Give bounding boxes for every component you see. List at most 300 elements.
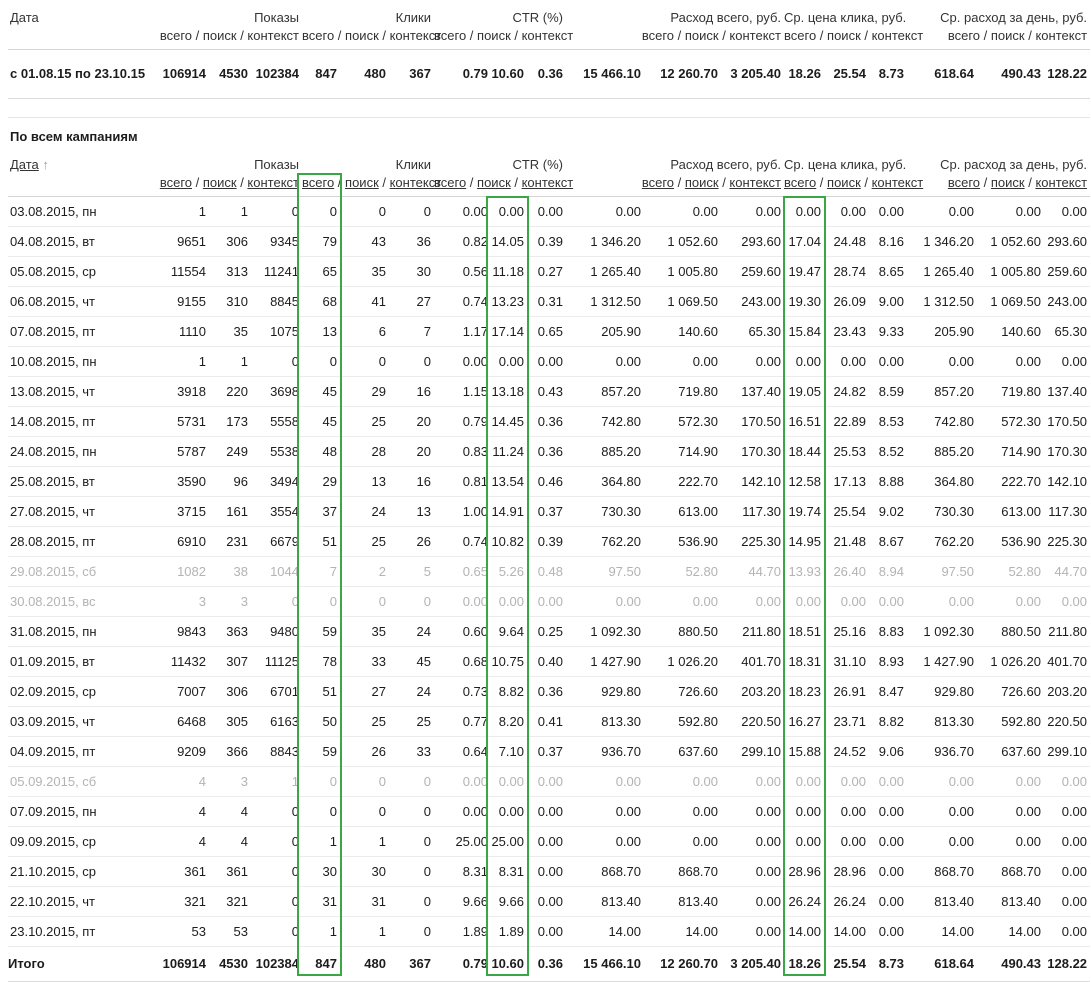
value-cell — [1044, 557, 1090, 587]
value-cell — [209, 257, 251, 287]
cell-value: 536.90 — [678, 534, 718, 549]
value-cell — [251, 317, 302, 347]
cell-value: 0.37 — [537, 744, 563, 759]
cell-value: 161 — [226, 504, 248, 519]
value-cell — [977, 887, 1044, 917]
value-cell — [869, 197, 907, 227]
cell-value: 618.64 — [934, 66, 974, 81]
column-subheaders: всего / поиск / контекст — [159, 28, 299, 43]
value-cell — [340, 677, 389, 707]
cell-value: 0.00 — [462, 804, 488, 819]
value-cell — [491, 887, 527, 917]
cell-value: 0.00 — [1061, 774, 1088, 789]
subcolumn-sort-link[interactable]: поиск — [345, 175, 379, 190]
cell-value: 27 — [371, 684, 386, 699]
value-cell — [527, 947, 566, 982]
value-cell — [721, 317, 784, 347]
cell-value: 306 — [226, 234, 248, 249]
value-cell — [824, 917, 869, 947]
cell-value: 211.80 — [1048, 624, 1088, 639]
cell-value: 24 — [416, 684, 431, 699]
row-date: 09.09.2015, ср — [10, 834, 97, 849]
value-cell — [566, 587, 644, 617]
subcolumn-sort-link[interactable]: поиск — [827, 175, 861, 190]
value-cell — [340, 587, 389, 617]
value-cell — [209, 317, 251, 347]
cell-value: 25.54 — [833, 504, 866, 519]
column-group-header — [434, 9, 574, 50]
row-date: 13.08.2015, чт — [10, 384, 96, 399]
cell-value: 1082 — [177, 564, 206, 579]
cell-value: 0.00 — [1061, 354, 1088, 369]
cell-value: 0 — [378, 804, 386, 819]
cell-value: 9209 — [177, 744, 206, 759]
cell-value: 3590 — [177, 474, 206, 489]
cell-value: 1.89 — [462, 924, 488, 939]
cell-value: 12 260.70 — [660, 956, 718, 971]
subcolumn-sort-link[interactable]: поиск — [477, 175, 511, 190]
value-cell — [152, 917, 209, 947]
value-cell — [869, 437, 907, 467]
value-cell — [907, 617, 977, 647]
value-cell — [566, 497, 644, 527]
cell-value: 0 — [423, 924, 431, 939]
value-cell — [869, 557, 907, 587]
subcolumn-sort-link[interactable]: контекст — [871, 175, 924, 190]
subcolumn-sort-link[interactable]: всего — [302, 175, 335, 190]
cell-value: 259.60 — [741, 264, 781, 279]
cell-value: 0.00 — [1015, 204, 1041, 219]
cell-value: 1 346.20 — [590, 234, 641, 249]
cell-value: 22.89 — [833, 414, 866, 429]
value-cell — [491, 707, 527, 737]
cell-value: 0.00 — [1015, 594, 1041, 609]
cell-value: 14.05 — [491, 234, 524, 249]
cell-value: 1075 — [270, 324, 299, 339]
value-cell — [340, 557, 389, 587]
value-cell — [251, 647, 302, 677]
value-cell — [251, 50, 302, 99]
cell-value: 0.36 — [537, 66, 563, 81]
cell-value: 4 — [198, 774, 206, 789]
cell-value: 29 — [322, 474, 337, 489]
value-cell — [644, 557, 721, 587]
value-cell — [566, 257, 644, 287]
cell-value: 0 — [291, 894, 299, 909]
value-cell — [824, 797, 869, 827]
value-cell — [977, 737, 1044, 767]
subcolumn-label: контекст — [1035, 28, 1088, 43]
value-cell — [869, 887, 907, 917]
cell-value: 1.15 — [462, 384, 488, 399]
cell-value: 26.24 — [833, 894, 866, 909]
value-cell — [824, 497, 869, 527]
value-cell — [302, 677, 340, 707]
value-cell — [527, 377, 566, 407]
row-date: 10.08.2015, пн — [10, 354, 97, 369]
cell-value: 592.80 — [1001, 714, 1041, 729]
value-cell — [907, 377, 977, 407]
cell-value: 38 — [233, 564, 248, 579]
cell-value: 0.36 — [537, 684, 563, 699]
cell-value: 592.80 — [678, 714, 718, 729]
value-cell — [977, 50, 1044, 99]
cell-value: 35 — [371, 264, 386, 279]
cell-value: 3 205.40 — [730, 956, 781, 971]
cell-value: 0 — [291, 354, 299, 369]
cell-value: 1 346.20 — [923, 234, 974, 249]
cell-value: 0.00 — [1015, 774, 1041, 789]
value-cell — [251, 947, 302, 982]
cell-value: 0.82 — [462, 234, 488, 249]
row-date: 24.08.2015, пн — [10, 444, 97, 459]
value-cell — [784, 617, 824, 647]
cell-value: 9.66 — [462, 894, 488, 909]
cell-value: 813.30 — [934, 714, 974, 729]
subcolumn-sort-link[interactable]: всего — [947, 175, 981, 190]
value-cell — [644, 467, 721, 497]
value-cell — [824, 50, 869, 99]
cell-value: 0 — [291, 204, 299, 219]
value-cell — [340, 377, 389, 407]
cell-value: 5558 — [270, 414, 299, 429]
cell-value: 48 — [322, 444, 337, 459]
value-cell — [1044, 617, 1090, 647]
column-group-header — [302, 9, 442, 50]
table-row — [8, 347, 1090, 377]
cell-value: 27 — [416, 294, 431, 309]
cell-value: 30 — [416, 264, 431, 279]
cell-value: 222.70 — [678, 474, 718, 489]
cell-value: 0.00 — [878, 594, 904, 609]
table-row — [8, 287, 1090, 317]
value-cell — [784, 887, 824, 917]
cell-value: 0.00 — [462, 594, 488, 609]
cell-value: 33 — [416, 744, 431, 759]
value-cell — [907, 527, 977, 557]
row-date: 22.10.2015, чт — [10, 894, 96, 909]
subcolumn-sort-link[interactable]: контекст — [1035, 175, 1088, 190]
value-cell — [302, 917, 340, 947]
totals-row — [8, 947, 1090, 982]
date-range-label: с 01.08.15 по 23.10.15 — [10, 66, 146, 81]
cell-value: 0.00 — [878, 204, 904, 219]
value-cell — [869, 737, 907, 767]
subcolumn-sort-link[interactable]: всего — [784, 175, 817, 190]
row-date: 07.09.2015, пн — [10, 804, 97, 819]
value-cell — [644, 587, 721, 617]
cell-value: 0.79 — [462, 414, 488, 429]
cell-value: 30 — [371, 864, 386, 879]
cell-value: 13.93 — [788, 564, 821, 579]
cell-value: 28.74 — [833, 264, 866, 279]
cell-value: 25.53 — [833, 444, 866, 459]
value-cell — [644, 257, 721, 287]
cell-value: 43 — [371, 234, 386, 249]
cell-value: 1 312.50 — [590, 294, 641, 309]
subcolumn-sort-link[interactable]: всего — [159, 175, 193, 190]
value-cell — [907, 767, 977, 797]
subcolumn-sort-link[interactable]: контекст — [521, 175, 574, 190]
cell-value: 4530 — [219, 956, 248, 971]
subcolumn-sort-link[interactable]: поиск — [202, 175, 237, 190]
row-date: 27.08.2015, чт — [10, 504, 96, 519]
value-cell — [977, 827, 1044, 857]
value-cell — [527, 497, 566, 527]
value-cell — [566, 437, 644, 467]
subcolumn-label: контекст — [389, 28, 442, 43]
cell-value: 0.60 — [462, 624, 488, 639]
value-cell — [721, 737, 784, 767]
cell-value: 9651 — [177, 234, 206, 249]
cell-value: 0 — [291, 924, 299, 939]
cell-value: 18.31 — [788, 654, 821, 669]
subcolumn-sort-link[interactable]: всего — [641, 175, 675, 190]
value-cell — [566, 677, 644, 707]
cell-value: 3 205.40 — [730, 66, 781, 81]
cell-value: 313 — [226, 264, 248, 279]
value-cell — [340, 887, 389, 917]
table-row — [8, 677, 1090, 707]
value-cell — [824, 587, 869, 617]
value-cell — [824, 767, 869, 797]
cell-value: 13 — [416, 504, 431, 519]
cell-value: 1 — [378, 834, 386, 849]
cell-value: 0.39 — [537, 234, 563, 249]
cell-value: 14.00 — [833, 924, 866, 939]
subcolumn-label: поиск — [827, 28, 861, 43]
value-cell — [869, 527, 907, 557]
value-cell — [491, 767, 527, 797]
subcolumn-label: поиск — [990, 28, 1025, 43]
cell-value: 21.48 — [833, 534, 866, 549]
column-group-header — [907, 9, 1090, 50]
value-cell — [251, 857, 302, 887]
value-cell — [869, 857, 907, 887]
value-cell — [389, 437, 434, 467]
value-cell — [434, 917, 491, 947]
value-cell — [644, 857, 721, 887]
value-cell — [869, 647, 907, 677]
cell-value: 26.91 — [833, 684, 866, 699]
value-cell — [721, 287, 784, 317]
value-cell — [302, 827, 340, 857]
cell-value: 9480 — [270, 624, 299, 639]
value-cell — [1044, 737, 1090, 767]
column-group-label: CTR (%) — [512, 157, 563, 172]
header-row — [8, 156, 1090, 197]
table-row — [8, 617, 1090, 647]
value-cell — [340, 467, 389, 497]
cell-value: 65 — [322, 264, 337, 279]
value-cell — [824, 467, 869, 497]
value-cell — [869, 227, 907, 257]
cell-value: 0.00 — [692, 834, 718, 849]
sort-asc-arrow: ↑ — [42, 157, 49, 172]
column-subheaders: всего / поиск / контекст — [302, 28, 442, 43]
value-cell — [434, 647, 491, 677]
table-row — [8, 497, 1090, 527]
cell-value: 18.26 — [788, 66, 821, 81]
subcolumn-sort-link[interactable]: контекст — [729, 175, 781, 190]
row-date: 06.08.2015, чт — [10, 294, 96, 309]
date-sort-link[interactable]: Дата — [10, 157, 39, 172]
cell-value: 0.00 — [462, 354, 488, 369]
cell-value: 868.70 — [1001, 864, 1041, 879]
cell-value: 0.00 — [615, 354, 641, 369]
value-cell — [491, 527, 527, 557]
value-cell — [1044, 50, 1090, 99]
value-cell — [152, 857, 209, 887]
value-cell — [491, 557, 527, 587]
cell-value: 17.14 — [491, 324, 524, 339]
table-row — [8, 737, 1090, 767]
cell-value: 0.36 — [537, 414, 563, 429]
subcolumn-sort-link[interactable]: поиск — [684, 175, 719, 190]
cell-value: 3 — [198, 594, 206, 609]
value-cell — [251, 527, 302, 557]
cell-value: 11241 — [263, 264, 299, 279]
value-cell — [1044, 227, 1090, 257]
value-cell — [152, 407, 209, 437]
subcolumn-sort-link[interactable]: контекст — [247, 175, 299, 190]
cell-value: 0.65 — [537, 324, 563, 339]
cell-value: 1 265.40 — [923, 264, 974, 279]
value-cell — [340, 437, 389, 467]
value-cell — [721, 587, 784, 617]
value-cell — [1044, 197, 1090, 227]
value-cell — [434, 497, 491, 527]
value-cell — [824, 617, 869, 647]
cell-value: 0.31 — [537, 294, 563, 309]
cell-value: 13 — [322, 324, 337, 339]
cell-value: 637.60 — [1001, 744, 1041, 759]
value-cell — [784, 407, 824, 437]
value-cell — [907, 677, 977, 707]
value-cell — [869, 707, 907, 737]
value-cell — [491, 797, 527, 827]
value-cell — [869, 767, 907, 797]
value-cell — [527, 407, 566, 437]
value-cell — [251, 227, 302, 257]
value-cell — [977, 797, 1044, 827]
value-cell — [977, 707, 1044, 737]
value-cell — [527, 50, 566, 99]
cell-value: 0 — [291, 804, 299, 819]
cell-value: 8.16 — [878, 234, 904, 249]
cell-value: 0.74 — [462, 534, 488, 549]
value-cell — [302, 527, 340, 557]
cell-value: 306 — [226, 684, 248, 699]
cell-value: 6163 — [270, 714, 299, 729]
row-date: 03.08.2015, пн — [10, 204, 97, 219]
value-cell — [302, 407, 340, 437]
value-cell — [824, 347, 869, 377]
value-cell — [302, 767, 340, 797]
cell-value: 10.75 — [491, 654, 524, 669]
value-cell — [389, 647, 434, 677]
column-subheaders: всего / поиск / контекст — [302, 175, 442, 190]
cell-value: 9.02 — [878, 504, 904, 519]
value-cell — [784, 317, 824, 347]
value-cell — [1044, 707, 1090, 737]
cell-value: 23.43 — [833, 324, 866, 339]
row-date: 07.08.2015, пт — [10, 324, 96, 339]
cell-value: 0.00 — [795, 804, 821, 819]
cell-value: 0.00 — [755, 774, 781, 789]
cell-value: 0.79 — [462, 66, 488, 81]
cell-value: 6 — [378, 324, 386, 339]
cell-value: 102384 — [255, 956, 299, 971]
value-cell — [721, 857, 784, 887]
value-cell — [977, 347, 1044, 377]
subcolumn-sort-link[interactable]: всего — [434, 175, 467, 190]
row-date: 03.09.2015, чт — [10, 714, 96, 729]
cell-value: 78 — [322, 654, 337, 669]
cell-value: 936.70 — [934, 744, 974, 759]
value-cell — [527, 857, 566, 887]
value-cell — [302, 797, 340, 827]
cell-value: 0 — [291, 864, 299, 879]
value-cell — [527, 587, 566, 617]
value-cell — [907, 50, 977, 99]
cell-value: 35 — [371, 624, 386, 639]
value-cell — [566, 767, 644, 797]
value-cell — [389, 407, 434, 437]
cell-value: 15.84 — [788, 324, 821, 339]
value-cell — [566, 50, 644, 99]
value-cell — [721, 947, 784, 982]
value-cell — [389, 917, 434, 947]
subcolumn-sort-link[interactable]: контекст — [389, 175, 442, 190]
value-cell — [209, 227, 251, 257]
value-cell — [1044, 647, 1090, 677]
cell-value: 0.00 — [948, 774, 974, 789]
cell-value: 9345 — [270, 234, 299, 249]
value-cell — [566, 287, 644, 317]
value-cell — [152, 50, 209, 99]
cell-value: 225.30 — [1047, 534, 1088, 549]
cell-value: 1 005.80 — [667, 264, 718, 279]
row-date: 04.09.2015, пт — [10, 744, 96, 759]
cell-value: 16.27 — [788, 714, 821, 729]
value-cell — [152, 647, 209, 677]
cell-value: 367 — [409, 956, 431, 971]
value-cell — [566, 227, 644, 257]
value-cell — [302, 227, 340, 257]
cell-value: 25.54 — [833, 956, 866, 971]
value-cell — [907, 347, 977, 377]
value-cell — [977, 617, 1044, 647]
value-cell — [1044, 467, 1090, 497]
cell-value: 0.25 — [537, 624, 563, 639]
cell-value: 719.80 — [678, 384, 718, 399]
subcolumn-sort-link[interactable]: поиск — [990, 175, 1025, 190]
cell-value: 137.40 — [741, 384, 781, 399]
table-row — [8, 647, 1090, 677]
cell-value: 0.00 — [948, 594, 974, 609]
column-group-label: Ср. расход за день, руб. — [940, 10, 1088, 25]
value-cell — [784, 347, 824, 377]
value-cell — [152, 677, 209, 707]
cell-value: 1 427.90 — [923, 654, 974, 669]
cell-value: 203.20 — [1047, 684, 1088, 699]
cell-value: 730.30 — [934, 504, 974, 519]
cell-value: 0.00 — [948, 204, 974, 219]
value-cell — [527, 527, 566, 557]
value-cell — [302, 377, 340, 407]
column-subheaders: всего / поиск / контекст — [641, 28, 781, 43]
